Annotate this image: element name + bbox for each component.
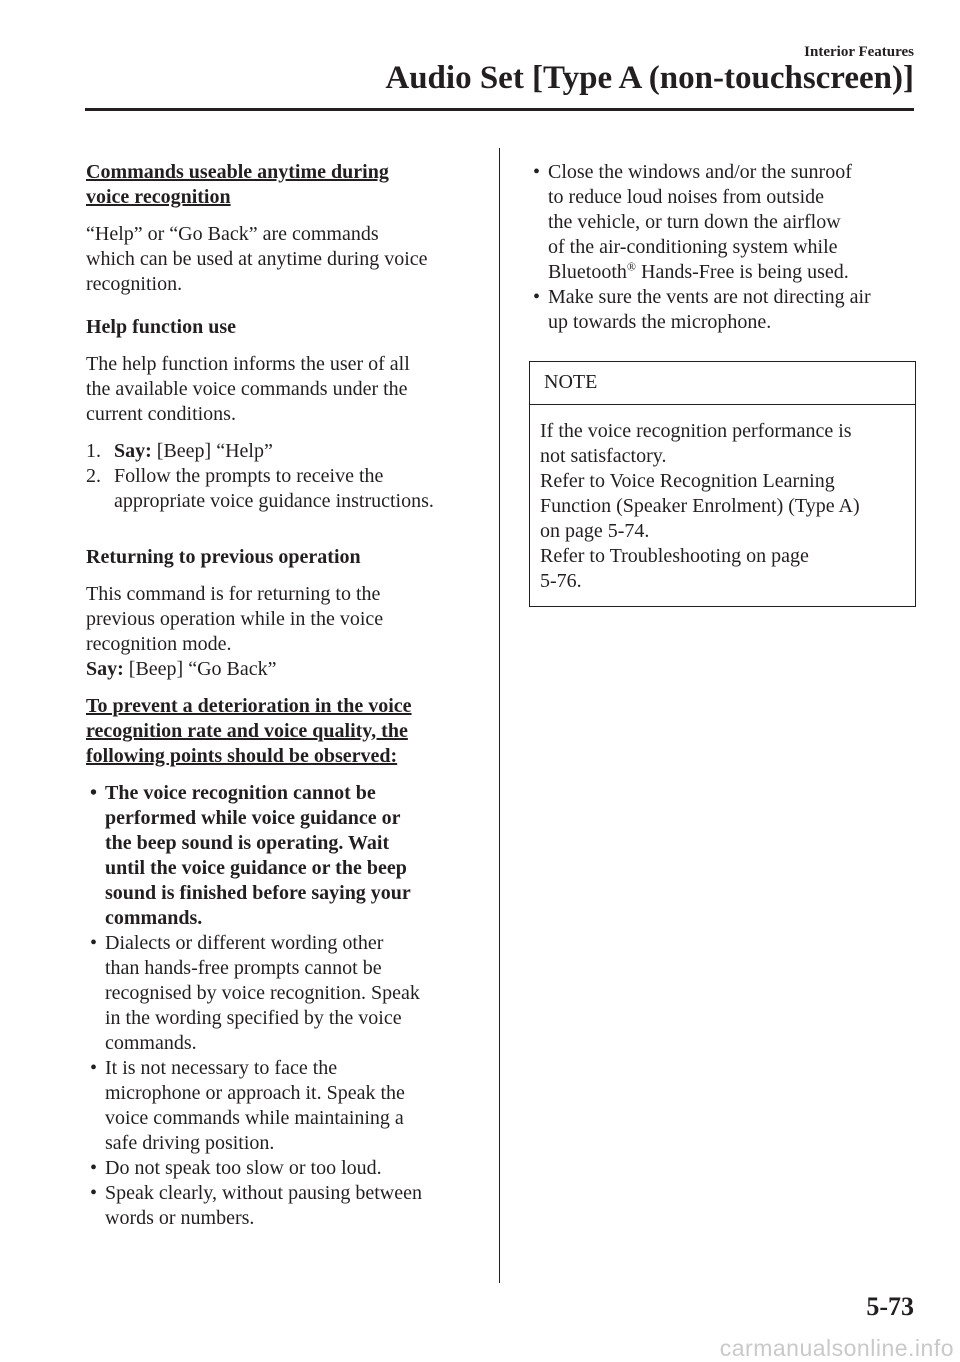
bullet-icon: • (90, 932, 98, 954)
help-text: The help function informs the user of all the available voice commands under the current conditions. (86, 353, 410, 425)
step-number: 2. (86, 465, 101, 487)
say-label: Say: (114, 440, 152, 462)
back-text: This command is for returning to the previous operation while in the voice recognition mode. Say: [Beep] “Go Back” (86, 583, 384, 680)
help-step-2: 2. Follow the prompts to receive the appropriate voice guidance instructions. (86, 465, 434, 512)
back-heading: Returning to previous operation (86, 546, 361, 568)
prevent-heading: To prevent a deterioration in the voice recognition rate and voice quality, the following points should be observed: (86, 695, 412, 767)
anytime-text: “Help” or “Go Back” are commands which can be used at anytime during voice recognition. (86, 223, 428, 295)
header-rule (85, 108, 914, 111)
bullet-icon: • (90, 1182, 98, 1204)
help-step-1: 1. Say: [Beep] “Help” (86, 440, 273, 462)
help-heading: Help function use (86, 316, 237, 338)
page-title: Audio Set [Type A (non-touchscreen)] (385, 60, 914, 96)
prevent-bullet-4: • Do not speak too slow or too loud. (90, 1157, 382, 1179)
column-divider (499, 148, 500, 1283)
prevent-bullet-3: • It is not necessary to face the microphone or approach it. Speak the voice commands while maintaining a safe driving position. (90, 1057, 405, 1154)
anytime-heading: Commands useable anytime during voice recognition (86, 161, 389, 208)
prevent-bullet-1: • The voice recognition cannot be performed while voice guidance or the beep sound is operating. Wait until the voice guidance or the beep sound is finished before saying your commands. (90, 782, 411, 929)
say-label: Say: (86, 658, 124, 680)
note-box (529, 361, 916, 607)
right-bullet-1: • Close the windows and/or the sunroof to reduce loud noises from outside the vehicle, or turn down the airflow of the air-conditioning system while Bluetooth® Hands-Free is being used. (533, 161, 852, 283)
header-section-label: Interior Features (804, 44, 914, 60)
registered-mark: ® (626, 259, 637, 274)
note-label: NOTE (530, 362, 915, 405)
prevent-bullet-5: • Speak clearly, without pausing between words or numbers. (90, 1182, 422, 1229)
prevent-bullet-2: • Dialects or different wording other than hands-free prompts cannot be recognised by voice recognition. Speak in the wording specified by the voice commands. (90, 932, 420, 1054)
watermark: carmanualsonline.info (719, 1335, 954, 1361)
bullet-icon: • (533, 161, 541, 183)
left-column (86, 160, 478, 1231)
page-number: 5-73 (866, 1292, 914, 1321)
bullet-icon: • (90, 782, 98, 804)
bullet-icon: • (533, 286, 541, 308)
bullet-icon: • (90, 1057, 98, 1079)
note-body: If the voice recognition performance is not satisfactory. Refer to Voice Recognition Learning Function (Speaker Enrolment) (Type A) on page 5-74. Refer to Troubleshooting on page 5-76. (540, 420, 860, 592)
step-number: 1. (86, 440, 101, 462)
right-column (529, 160, 916, 607)
bullet-icon: • (90, 1157, 98, 1179)
right-bullet-2: • Make sure the vents are not directing air up towards the microphone. (533, 286, 871, 333)
